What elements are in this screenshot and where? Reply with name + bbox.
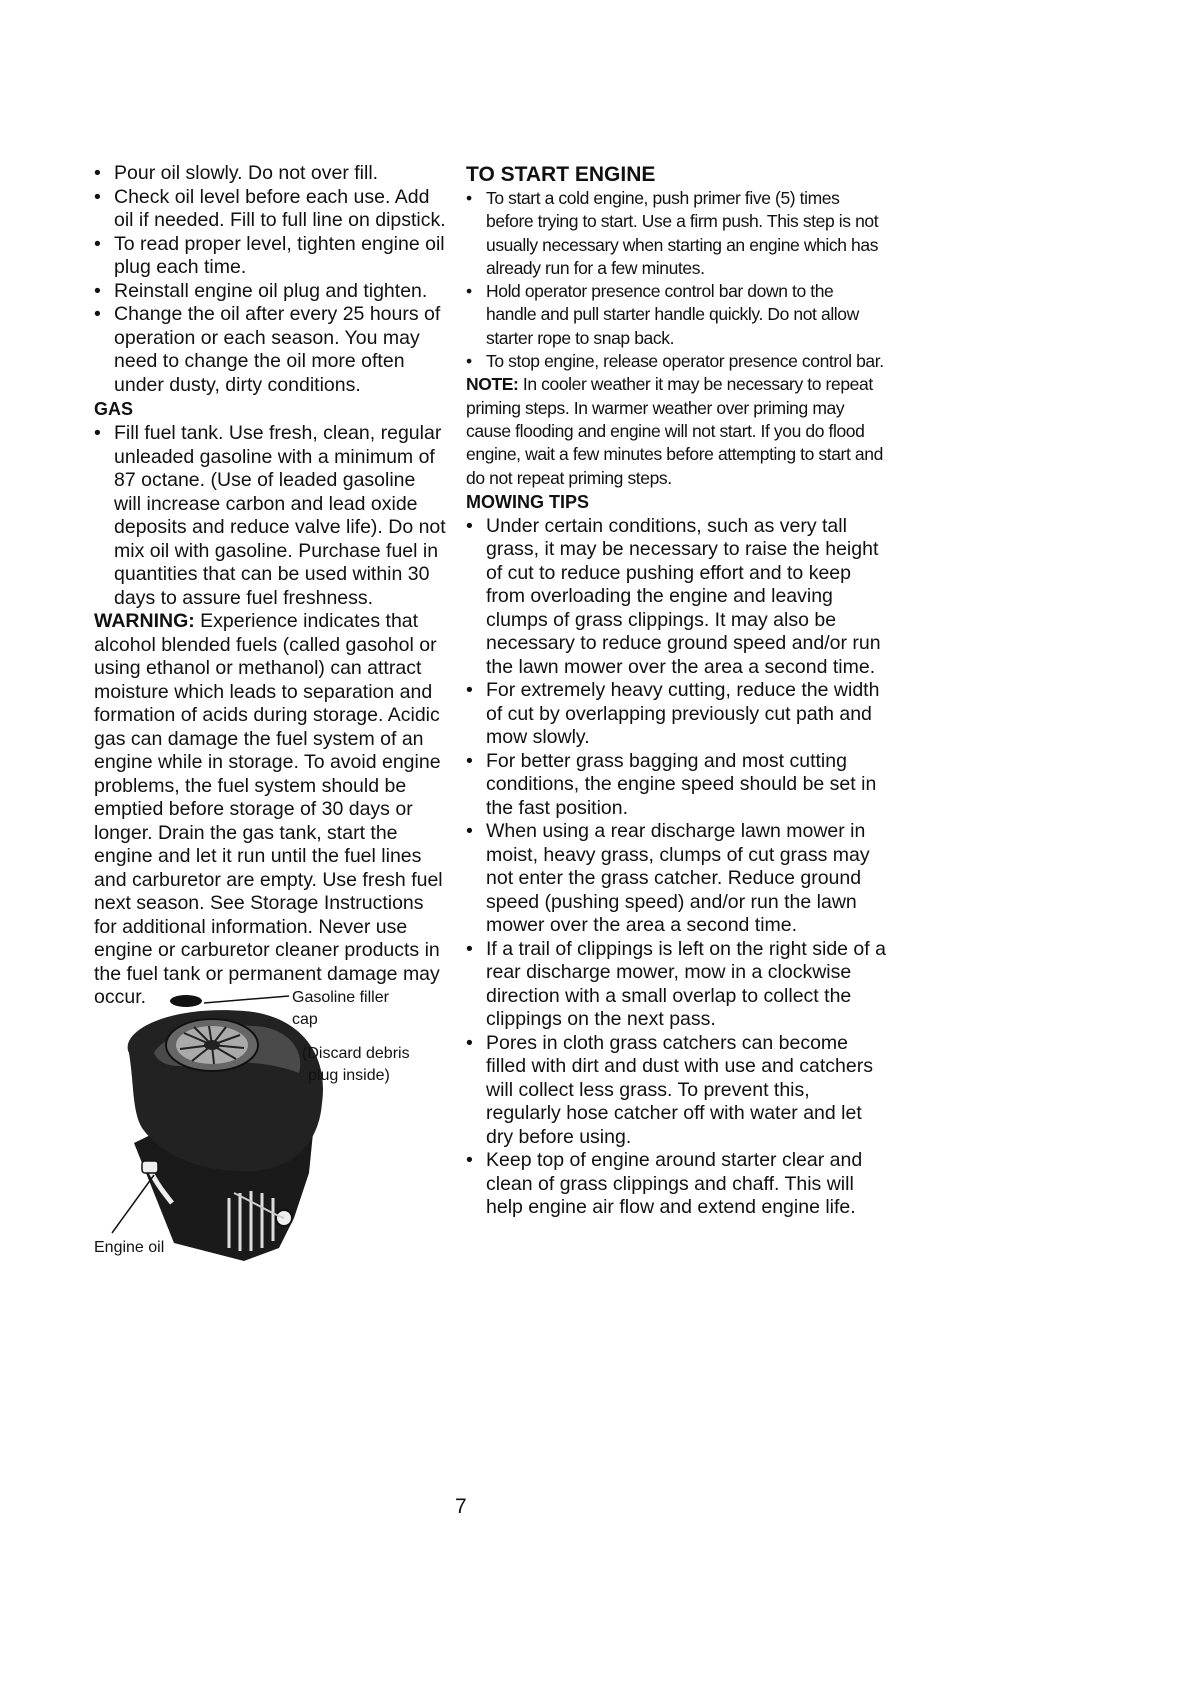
note-paragraph: [466, 373, 886, 489]
mowing-tips-heading: MOWING TIPS: [466, 491, 589, 512]
list-item: • Fill fuel tank. Use fresh, clean, regular unleaded gasoline with a minimum of 87 octane. (Use of leaded gasoline will increase carbon and lead oxide deposits and reduce valve life). Do not mix oil with gasoline. Purchase fuel in quantities that can be used within 30 days to assure fuel freshness.: [94, 422, 446, 610]
label-debris-2: plug inside): [308, 1067, 390, 1084]
gas-heading: GAS: [94, 399, 134, 419]
list-item: • If a trail of clippings is left on the right side of a rear discharge mower, mow in a clockwise direction with a small overlap to collect the clippings on the next pass.: [466, 938, 886, 1032]
list-item: • To stop engine, release operator presence control bar.: [466, 350, 886, 373]
mowing-bullet-list: [466, 515, 886, 1220]
label-engine-oil: Engine oil: [94, 1239, 165, 1256]
warning-text: Experience indicates that alcohol blended fuels (called gasohol or using ethanol or methanol) can attract moisture which leads to separation and formation of acids during storage. Acidic gas can damage the fuel system of an engine while in storage. To avoid engine problems, the fuel system should be emptied before storage of 30 days or longer. Drain the gas tank, start the engine and let it run until the fuel lines and carburetor are empty. Use fresh fuel next season. See Storage Instructions for additional information. Never use engine or carburetor cleaner products in the fuel tank or permanent damage may occur.: [94, 610, 443, 1008]
warning-paragraph: [94, 610, 446, 1010]
label-filler-cap-2: cap: [292, 1011, 318, 1028]
list-item: • For extremely heavy cutting, reduce the width of cut by overlapping previously cut path and mow slowly.: [466, 679, 886, 750]
list-item: • Hold operator presence control bar down to the handle and pull starter handle quickly. Do not allow starter rope to snap back.: [466, 280, 886, 350]
gas-bullet-list: [94, 422, 446, 610]
oil-bullet-list: [94, 162, 446, 397]
engine-drawing: [94, 993, 454, 1273]
warning-label: WARNING:: [94, 610, 195, 632]
list-item: • Check oil level before each use. Add oil if needed. Fill to full line on dipstick.: [94, 186, 446, 233]
list-item: • Pores in cloth grass catchers can become filled with dirt and dust with use and catchers will collect less grass. To prevent this, regularly hose catcher off with water and let dry before using.: [466, 1032, 886, 1150]
note-text: In cooler weather it may be necessary to repeat priming steps. In warmer weather over priming may cause flooding and engine will not start. If you do flood engine, wait a few minutes before attempting to start and do not repeat priming steps.: [466, 374, 883, 488]
label-filler-cap-1: Gasoline filler: [292, 989, 389, 1006]
start-engine-heading: TO START ENGINE: [466, 163, 656, 186]
list-item: • Keep top of engine around starter clear and clean of grass clippings and chaff. This will help engine air flow and extend engine life.: [466, 1149, 886, 1220]
list-item: • Change the oil after every 25 hours of operation or each season. You may need to change the oil more often under dusty, dirty conditions.: [94, 303, 446, 397]
list-item: • To start a cold engine, push primer five (5) times before trying to start. Use a firm push. This step is not usually necessary when starting an engine which has already run for a few minutes.: [466, 187, 886, 280]
left-column: [94, 162, 446, 1010]
label-debris-1: (Discard debris: [302, 1045, 410, 1062]
note-label: NOTE:: [466, 374, 519, 395]
start-bullet-list: [466, 187, 886, 373]
right-column: [466, 162, 886, 1220]
list-item: • Reinstall engine oil plug and tighten.: [94, 280, 446, 304]
list-item: • For better grass bagging and most cutting conditions, the engine speed should be set in the fast position.: [466, 750, 886, 821]
list-item: • Under certain conditions, such as very tall grass, it may be necessary to raise the height of cut to reduce pushing effort and to keep from overloading the engine and leaving clumps of grass clippings. It may also be necessary to reduce ground speed and/or run the lawn mower over the area a second time.: [466, 515, 886, 680]
engine-illustration: [94, 989, 454, 1273]
list-item: • Pour oil slowly. Do not over fill.: [94, 162, 446, 186]
page-number: 7: [455, 1495, 467, 1518]
list-item: • When using a rear discharge lawn mower in moist, heavy grass, clumps of cut grass may not enter the grass catcher. Reduce ground speed (pushing speed) and/or run the lawn mower over the area a second time.: [466, 820, 886, 938]
list-item: • To read proper level, tighten engine oil plug each time.: [94, 233, 446, 280]
